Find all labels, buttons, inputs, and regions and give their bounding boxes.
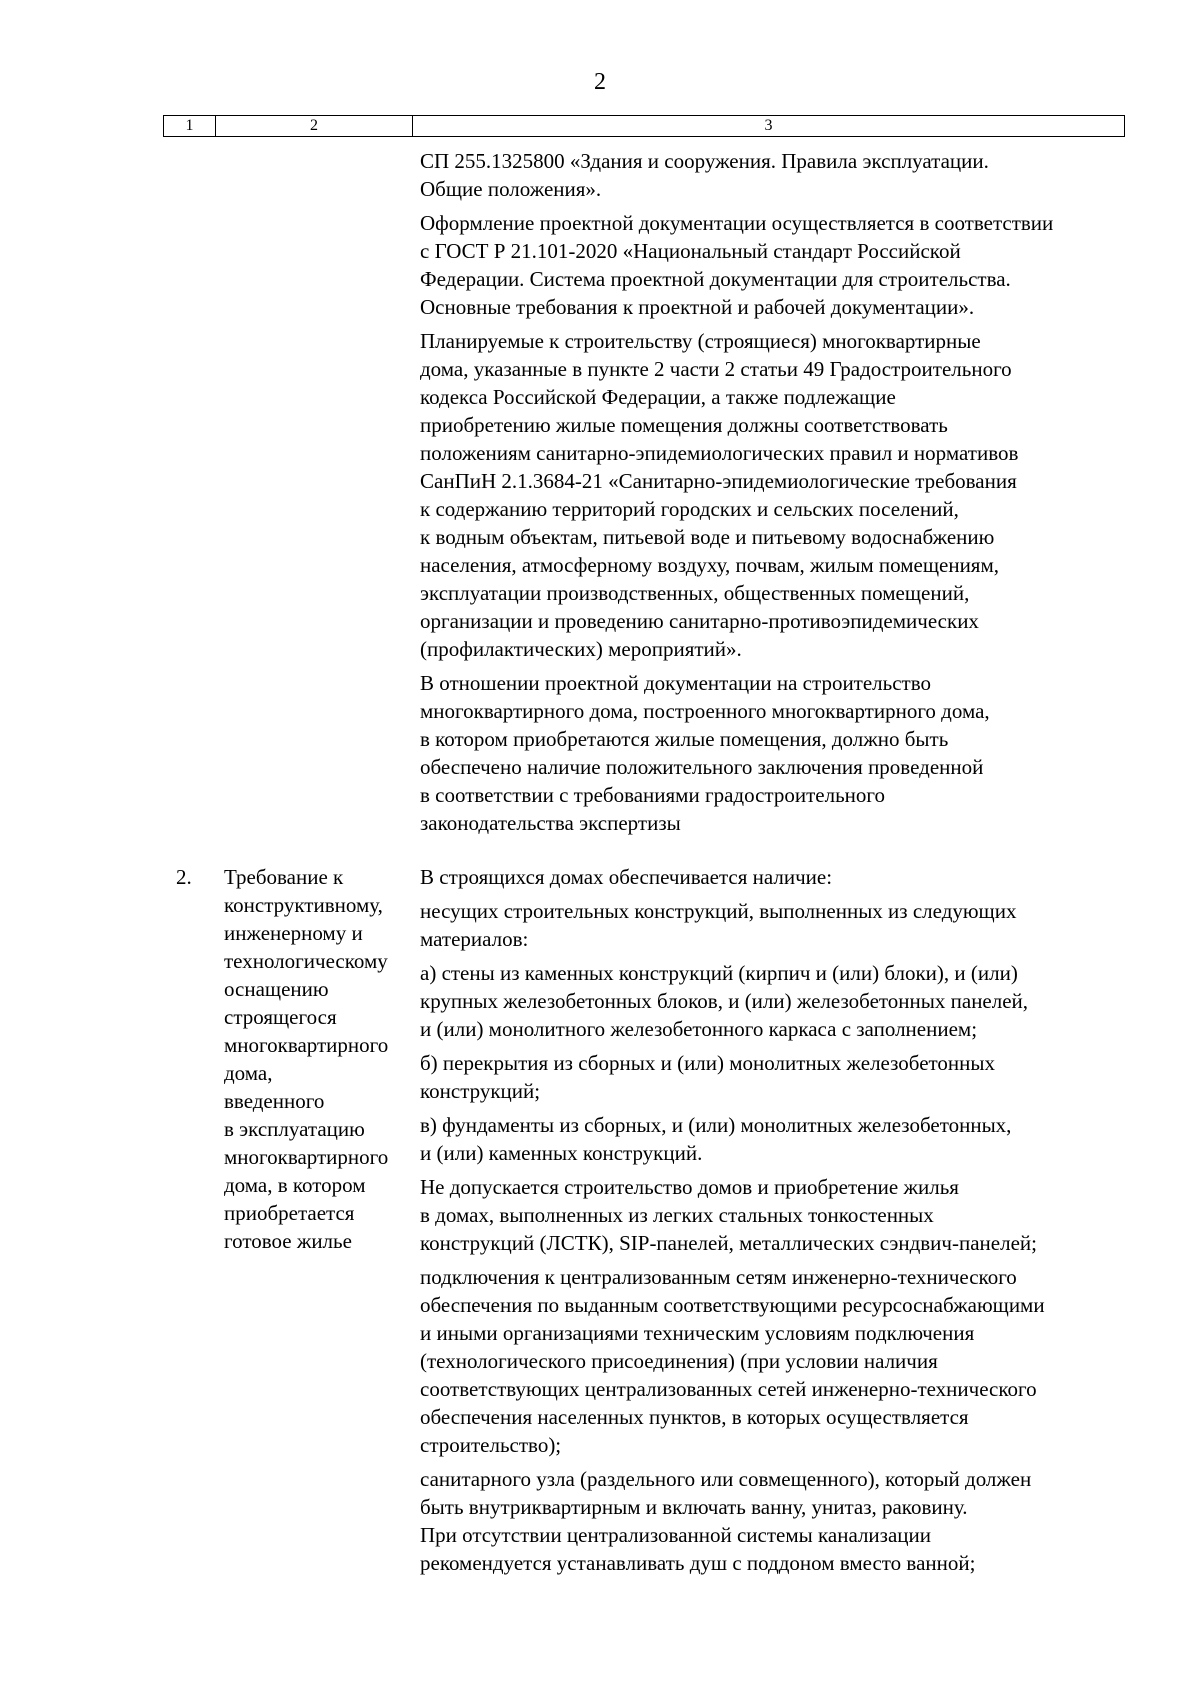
text-line: При отсутствии централизованной системы канализации	[420, 1523, 932, 1547]
title-line: инженерному и	[224, 921, 363, 945]
text-line: Планируемые к строительству (строящиеся) многоквартирные	[420, 329, 981, 353]
text-line: в соответствии с требованиями градостроительного	[420, 783, 885, 807]
title-line: конструктивному,	[224, 893, 383, 917]
text-line: организации и проведению санитарно-противоэпидемических	[420, 609, 979, 633]
title-line: готовое жилье	[224, 1229, 352, 1253]
paragraph	[420, 959, 1125, 1043]
text-line: Общие положения».	[420, 177, 602, 201]
text-line: приобретению жилые помещения должны соответствовать	[420, 413, 948, 437]
text-line: законодательства экспертизы	[420, 811, 681, 835]
text-line: эксплуатации производственных, общественных помещений,	[420, 581, 970, 605]
table-header	[163, 115, 1125, 137]
paragraph	[420, 209, 1125, 321]
paragraph	[420, 1465, 1125, 1577]
text-line: обеспечения населенных пунктов, в которых осуществляется	[420, 1405, 969, 1429]
title-line: многоквартирного	[224, 1145, 389, 1169]
text-line: Не допускается строительство домов и приобретение жилья	[420, 1175, 959, 1199]
text-line: положениям санитарно-эпидемиологических правил и нормативов	[420, 441, 1019, 465]
text-line: Основные требования к проектной и рабочей документации».	[420, 295, 975, 319]
text-line: соответствующих централизованных сетей инженерно-технического	[420, 1377, 1037, 1401]
text-line: конструкций;	[420, 1079, 541, 1103]
text-line: рекомендуется устанавливать душ с поддоном вместо ванной;	[420, 1551, 976, 1575]
text-line: (технологического присоединения) (при условии наличия	[420, 1349, 938, 1373]
text-line: и (или) монолитного железобетонного каркаса с заполнением;	[420, 1017, 978, 1041]
text-line: СП 255.1325800 «Здания и сооружения. Правила эксплуатации.	[420, 149, 989, 173]
text-line: Оформление проектной документации осуществляется в соответствии	[420, 211, 1054, 235]
paragraph	[420, 669, 1125, 837]
title-line: Требование к	[224, 865, 344, 889]
text-line: с ГОСТ Р 21.101-2020 «Национальный стандарт Российской	[420, 239, 961, 263]
title-line: многоквартирного	[224, 1033, 389, 1057]
text-line: строительство);	[420, 1433, 562, 1457]
text-line: в) фундаменты из сборных, и (или) монолитных железобетонных,	[420, 1113, 1012, 1137]
paragraph	[420, 147, 1125, 203]
text-line: и (или) каменных конструкций.	[420, 1141, 703, 1165]
text-line: Федерации. Система проектной документации для строительства.	[420, 267, 1011, 291]
text-line: обеспечения по выданным соответствующими ресурсоснабжающими	[420, 1293, 1045, 1317]
text-line: и иными организациями техническим условиям подключения	[420, 1321, 975, 1345]
title-line: дома,	[224, 1061, 273, 1085]
text-line: крупных железобетонных блоков, и (или) железобетонных панелей,	[420, 989, 1029, 1013]
text-line: В отношении проектной документации на строительство	[420, 671, 932, 695]
text-line: многоквартирного дома, построенного многоквартирного дома,	[420, 699, 990, 723]
text-line: санитарного узла (раздельного или совмещенного), который должен	[420, 1467, 1032, 1491]
title-line: в эксплуатацию	[224, 1117, 365, 1141]
paragraph	[420, 1173, 1125, 1257]
row2-content	[420, 863, 1125, 1583]
header-col-2: 2	[216, 116, 413, 136]
text-line: обеспечено наличие положительного заключения проведенной	[420, 755, 984, 779]
title-line: технологическому	[224, 949, 388, 973]
row2-number: 2.	[176, 865, 192, 889]
text-line: несущих строительных конструкций, выполненных из следующих	[420, 899, 1017, 923]
text-line: дома, указанные в пункте 2 части 2 статьи 49 Градостроительного	[420, 357, 1012, 381]
text-line: подключения к централизованным сетям инженерно-технического	[420, 1265, 1017, 1289]
row2-title	[224, 863, 414, 1255]
paragraph	[420, 897, 1125, 953]
text-line: СанПиН 2.1.3684-21 «Санитарно-эпидемиологические требования	[420, 469, 1017, 493]
header-col-3: 3	[764, 117, 773, 134]
paragraph	[420, 1049, 1125, 1105]
text-line: к содержанию территорий городских и сельских поселений,	[420, 497, 959, 521]
text-line: к водным объектам, питьевой воде и питьевому водоснабжению	[420, 525, 995, 549]
title-line: приобретается	[224, 1201, 355, 1225]
text-line: б) перекрытия из сборных и (или) монолитных железобетонных	[420, 1051, 996, 1075]
row1-content	[420, 147, 1125, 843]
text-line: В строящихся домах обеспечивается наличие:	[420, 865, 833, 889]
paragraph	[420, 1111, 1125, 1167]
text-line: кодекса Российской Федерации, а также подлежащие	[420, 385, 896, 409]
text-line: в котором приобретаются жилые помещения, должно быть	[420, 727, 949, 751]
text-line: быть внутриквартирным и включать ванну, унитаз, раковину.	[420, 1495, 968, 1519]
paragraph	[420, 327, 1125, 663]
text-line: а) стены из каменных конструкций (кирпич и (или) блоки), и (или)	[420, 961, 1018, 985]
title-line: дома, в котором	[224, 1173, 366, 1197]
text-line: (профилактических) мероприятий».	[420, 637, 742, 661]
page-number: 2	[594, 69, 606, 95]
text-line: населения, атмосферному воздуху, почвам, жилым помещениям,	[420, 553, 1000, 577]
header-col-1: 1	[164, 116, 216, 136]
text-line: материалов:	[420, 927, 529, 951]
title-line: введенного	[224, 1089, 325, 1113]
title-line: оснащению	[224, 977, 329, 1001]
text-line: в домах, выполненных из легких стальных тонкостенных	[420, 1203, 934, 1227]
paragraph	[420, 863, 1125, 891]
paragraph	[420, 1263, 1125, 1459]
text-line: конструкций (ЛСТК), SIP-панелей, металлических сэндвич-панелей;	[420, 1231, 1037, 1255]
title-line: строящегося	[224, 1005, 337, 1029]
